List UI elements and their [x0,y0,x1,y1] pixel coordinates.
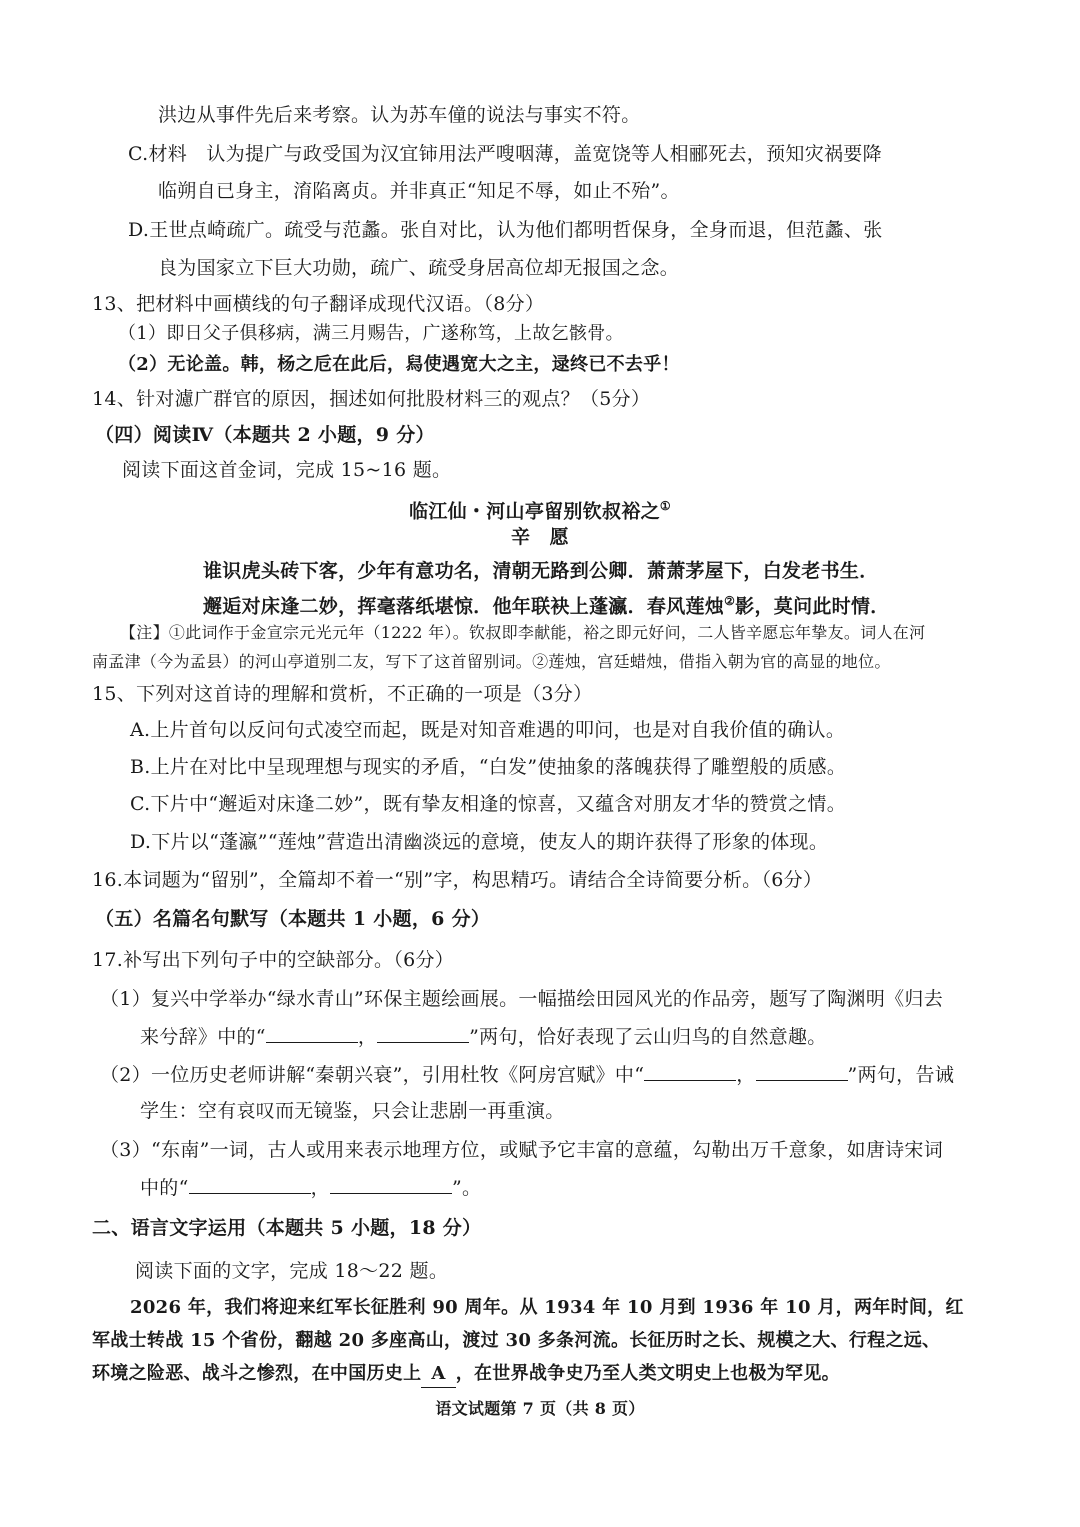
q17-part-1-line-2 [140,1024,827,1050]
poem-note-line-2: 南孟津（今为孟县）的河山亭道别二友，写下了这首留别词。②莲烛，宫廷蜡烛，借指入朝为官的高显的地位。 [92,652,891,671]
q12-option-c-line1: C.材料 认为提广与政受国为汉宜铈用法严嗖咽薄，盖宽饶等人相郦死去，预知灾祸要降 [128,143,882,165]
blank-a[interactable]: A [421,1361,455,1388]
poem-author: 辛 愿 [511,526,569,548]
section-4-intro: 阅读下面这首金词，完成 15~16 题。 [122,459,452,481]
q17-part-3-comma: ， [310,1177,330,1199]
poem-note-line-1: 【注】①此词作于金宣宗元光元年（1222 年）。钦叔即李献能，裕之即元好问，二人皆辛愿忘年挚友。词人在河 [120,623,926,642]
part-2-paragraph-line-3 [92,1361,840,1388]
q15-stem: 15、下列对这首诗的理解和赏析，不正确的一项是（3分） [92,683,593,705]
q17-part-1-suffix: ”两句，恰好表现了云山归鸟的自然意趣。 [469,1026,827,1048]
poem-line-2-part-b: 影，莫问此时情． [735,595,890,618]
q17-part-2-comma: ， [736,1064,756,1086]
q12-option-b-continuation: 洪边从事件先后来考察。认为苏车僮的说法与事实不符。 [158,104,641,126]
q12-option-d-line1: D.王世点崎疏广。疏受与范蠡。张自对比，认为他们都明哲保身，全身而退，但范蠡、张 [128,219,883,241]
q15-option-d: D.下片以“蓬瀛”“莲烛”营造出清幽淡远的意境，使友人的期许获得了形象的体现。 [130,831,829,853]
q13-sentence-1: （1）即日父子俱移病，满三月赐告，广遂称笃，上故乞骸骨。 [118,323,624,344]
part-2-paragraph-line-1: 2026 年，我们将迎来红军长征胜利 90 周年。从 1934 年 10 月到 1936 年 10 月，两年时间，红 [130,1297,964,1318]
poem-line-2-note-mark: ② [724,594,736,608]
poem-line-1: 谁识虎头砖下客，少年有意功名，清朝无路到公卿．萧萧茅屋下，白发老书生． [203,560,879,582]
q13-stem: 13、把材料中画横线的句子翻译成现代汉语。（8分） [92,293,545,315]
section-5-title: （五）名篇名句默写（本题共 1 小题，6 分） [95,908,491,930]
q12-option-c-line2: 临朔自已身主，淯陷离贞。并非真正“知足不辱，如止不殆”。 [158,180,680,202]
section-4-title: （四）阅读Ⅳ（本题共 2 小题，9 分） [95,424,435,446]
poem-title-text: 临江仙・河山亭留别钦叔裕之 [409,500,660,523]
part-2-paragraph-line-3-a: 环境之险恶、战斗之惨烈，在中国历史上 [92,1363,422,1384]
part-2-paragraph-line-2: 军战士转战 15 个省份，翻越 20 多座高山，渡过 30 多条河流。长征历时之长、规模之大、行程之远、 [92,1330,941,1351]
q17-part-1-blank-2[interactable] [377,1024,469,1043]
q17-part-3-blank-1[interactable] [189,1175,311,1194]
q17-part-1-prefix: 来兮辞》中的“ [140,1026,266,1048]
poem-line-2 [203,588,890,619]
q17-part-2-suffix: ”两句，告诫 [847,1064,955,1086]
page-footer: 语文试题第 7 页（共 8 页） [435,1399,645,1418]
q17-part-3-line-1: （3）“东南”一词，古人或用来表示地理方位，或赋予它丰富的意蕴，勾勒出万千意象，如唐诗宋词 [100,1139,944,1161]
q16-stem: 16.本词题为“留别”，全篇却不着一“别”字，构思精巧。请结合全诗简要分析。（6分） [92,869,823,891]
q17-part-3-suffix: ”。 [451,1177,482,1199]
q17-part-1-comma: ， [357,1026,378,1048]
poem-title [0,493,1080,524]
q17-part-2-line-2: 学生：空有哀叹而无镜鉴，只会让悲剧一再重演。 [140,1100,565,1122]
q17-part-2-blank-1[interactable] [644,1062,736,1081]
q14-stem: 14、针对濾广群官的原因，掴述如何批股材料三的观点？（5分） [92,388,651,410]
q15-option-b: B.上片在对比中呈现理想与现实的矛盾，“白发”使抽象的落魄获得了雕塑般的质感。 [130,756,847,778]
q17-part-2-blank-2[interactable] [756,1062,848,1081]
q17-stem: 17.补写出下列句子中的空缺部分。（6分） [92,949,455,971]
q13-sentence-2: （2）无论盖。韩，杨之卮在此后，舄使遇宽大之主，逯终已不去乎！ [118,354,680,375]
q17-part-2-line-1 [100,1062,954,1088]
q17-part-1-blank-1[interactable] [266,1024,358,1043]
q15-option-a: A.上片首句以反问句式凌空而起，既是对知音难遇的叩问，也是对自我价值的确认。 [130,719,846,741]
poem-line-2-part-a: 邂逅对床逢二妙，挥毫落纸堪惊．他年联袂上蓬瀛．春风莲烛 [203,595,725,618]
part-2-paragraph-line-3-b: ，在世界战争史乃至人类文明史上也极为罕见。 [455,1363,840,1384]
poem-title-note-mark: ① [659,499,671,513]
q17-part-1-line-1: （1）复兴中学举办“绿水青山”环保主题绘画展。一幅描绘田园风光的作品旁，题写了陶渊明《归去 [100,988,944,1010]
q17-part-3-line-2 [140,1175,481,1201]
q17-part-3-prefix: 中的“ [140,1177,189,1199]
q17-part-2-prefix: （2）一位历史老师讲解“秦朝兴衰”，引用杜牧《阿房宫赋》中“ [100,1064,645,1086]
part-2-intro: 阅读下面的文字，完成 18～22 题。 [135,1260,449,1282]
part-2-title: 二、语言文字运用（本题共 5 小题，18 分） [92,1217,482,1239]
q15-option-c: C.下片中“邂逅对床逢二妙”，既有挚友相逢的惊喜，又蕴含对朋友才华的赞赏之情。 [130,793,847,815]
q12-option-d-line2: 良为国家立下巨大功勋，疏广、疏受身居高位却无报国之念。 [158,257,680,279]
q17-part-3-blank-2[interactable] [330,1175,452,1194]
